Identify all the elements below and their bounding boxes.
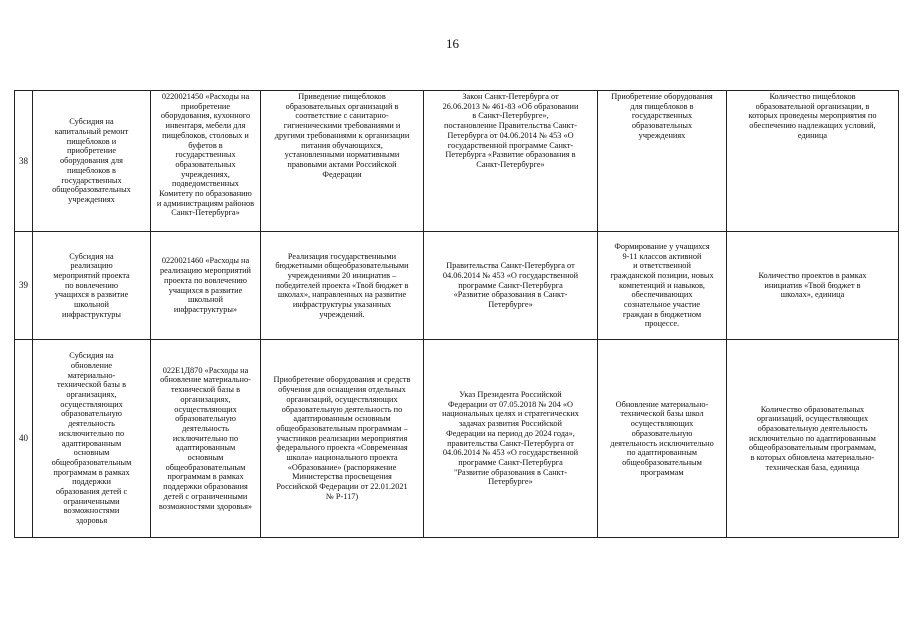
row-number: 38 <box>15 91 33 232</box>
expense-code-cell: 0220021460 «Расходы на реализацию мероприятий проекта по вовлечению учащихся в развитие школьной инфраструктуры» <box>151 232 261 340</box>
legal-basis-cell: Указ Президента Российской Федерации от 07.05.2018 № 204 «О национальных целях и стратегических задачах развития Российской Федерации на период до 2024 года», правительства Санкт-Петербурга от 04.06.2014 № 453 «О государственной программе Санкт-Петербурга "Развитие образования в Санкт- Петербурге» <box>424 340 598 538</box>
row-number: 40 <box>15 340 33 538</box>
legal-basis-cell: Правительства Санкт-Петербурга от 04.06.2014 № 453 «О государственной программе Санкт-Петербурга «Развитие образования в Санкт- Петербурге» <box>424 232 598 340</box>
subsidy-name-cell: Субсидия на капитальный ремонт пищеблоков и приобретение оборудования для пищеблоков в государственных общеобразовательных учреждениях <box>33 91 151 232</box>
expected-result-cell: Приобретение оборудования для пищеблоков в государственных образовательных учреждениях <box>598 91 727 232</box>
subsidy-table <box>14 90 899 538</box>
subsidy-name-cell: Субсидия на обновление материально- технической базы в организациях, осуществляющих образовательную деятельность исключительно по адаптированным основным общеобразовательным программам в рамках поддержки образования детей с ограниченными возможностями здоровья <box>33 340 151 538</box>
purpose-cell: Приобретение оборудования и средств обучения для оснащения отдельных организаций, осуществляющих образовательную деятельность по адаптированным основным общеобразовательным программам – участников реализации мероприятия федерального проекта «Современная школа» национального проекта «Образование» (распоряжение Министерства просвещения Российской Федерации от 22.01.2021 № Р-117) <box>261 340 424 538</box>
expected-result-cell: Обновление материально- технической базы школ осуществляющих образовательную деятельность исключительно по адаптированным общеобразовательным программам <box>598 340 727 538</box>
table-row <box>15 91 899 232</box>
indicator-cell: Количество пищеблоков образовательной организации, в которых проведены мероприятия по обеспечению надлежащих условий, единица <box>727 91 899 232</box>
legal-basis-cell: Закон Санкт-Петербурга от 26.06.2013 № 461-83 «Об образовании в Санкт-Петербурге», постановление Правительства Санкт- Петербурга от 04.06.2014 № 453 «О государственной программе Санкт- Петербурга «Развитие образования в Санкт-Петербурге» <box>424 91 598 232</box>
table-row <box>15 232 899 340</box>
page-number: 16 <box>446 36 459 51</box>
expected-result-cell: Формирование у учащихся 9-11 классов активной и ответственной гражданской позиции, новых компетенций и навыков, обеспечивающих сознательное участие граждан в бюджетном процессе. <box>598 232 727 340</box>
expense-code-cell: 022Е1Д870 «Расходы на обновление материально- технической базы в организациях, осуществляющих образовательную деятельность исключительно по адаптированным основным общеобразовательным программам в рамках поддержки образования детей с ограниченными возможностями здоровья» <box>151 340 261 538</box>
subsidy-name-cell: Субсидия на реализацию мероприятий проекта по вовлечению учащихся в развитие школьной инфраструктуры <box>33 232 151 340</box>
expense-code-cell: 0220021450 «Расходы на приобретение оборудования, кухонного инвентаря, мебели для пищеблоков, столовых и буфетов в государственных образовательных учреждениях, подведомственных Комитету по образованию и администрациям районов Санкт-Петербурга» <box>151 91 261 232</box>
table-row <box>15 340 899 538</box>
purpose-cell: Реализация государственными бюджетными общеобразовательными учреждениями 20 инициатив – победителей проекта «Твой бюджет в школах», направленных на развитие инфраструктуры указанных учреждений. <box>261 232 424 340</box>
row-number: 39 <box>15 232 33 340</box>
purpose-cell: Приведение пищеблоков образовательных организаций в соответствие с санитарно- гигиеническими требованиями и другими требованиями к организации питания обучающихся, установленными нормативными правовыми актами Российской Федерации <box>261 91 424 232</box>
indicator-cell: Количество образовательных организаций, осуществляющих образовательную деятельность исключительно по адаптированным общеобразовательным программам, в которых обновлена материально- техническая база, единица <box>727 340 899 538</box>
indicator-cell: Количество проектов в рамках инициатив «Твой бюджет в школах», единица <box>727 232 899 340</box>
